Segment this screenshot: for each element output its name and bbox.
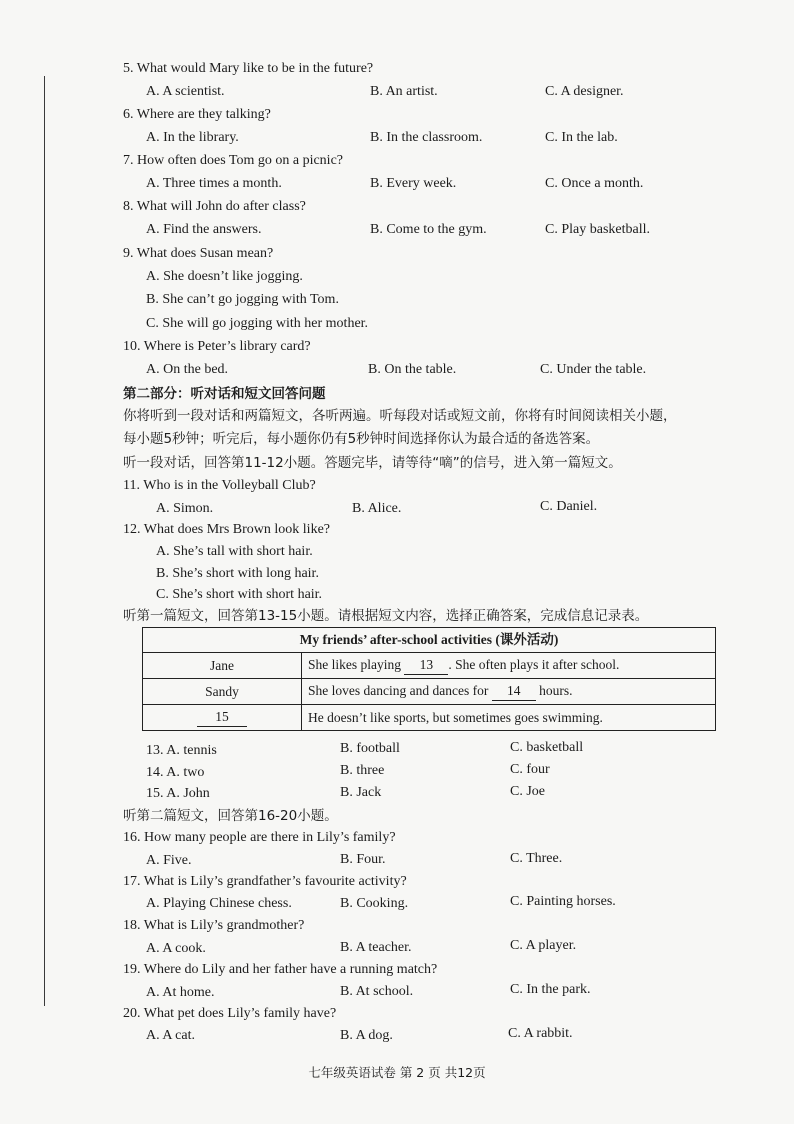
option-13c: C. basketball [510,740,584,755]
question-11: 11. Who is in the Volleyball Club? [123,478,316,493]
option-7c: C. Once a month. [545,176,644,191]
row-text-third: He doesn’t like sports, but sometimes goes swimming. [302,705,716,731]
option-11c: C. Daniel. [540,499,598,514]
option-8c: C. Play basketball. [545,222,650,237]
table-row [143,679,716,705]
option-14b: B. three [340,763,385,778]
option-10c: C. Under the table. [540,362,647,377]
option-17b: B. Cooking. [340,896,409,911]
blank-15[interactable]: 15 [197,708,247,727]
option-11a: A. Simon. [156,501,214,516]
question-10: 10. Where is Peter’s library card? [123,339,311,354]
option-20b: B. A dog. [340,1028,393,1043]
option-15c: C. Joe [510,784,545,799]
question-12: 12. What does Mrs Brown look like? [123,522,330,537]
binding-margin-line [44,76,45,1006]
option-6c: C. In the lab. [545,130,618,145]
option-8b: B. Come to the gym. [370,222,487,237]
option-5c: C. A designer. [545,84,624,99]
option-16c: C. Three. [510,851,563,866]
part2-intro-line1: 你将听到一段对话和两篇短文，各听两遍。听每段对话或短文前，你将有时间阅读相关小题， [123,408,677,424]
option-6b: B. In the classroom. [370,130,483,145]
option-15b: B. Jack [340,785,382,800]
option-10a: A. On the bed. [146,362,229,377]
option-17a: A. Playing Chinese chess. [146,896,292,911]
row-text-jane: She likes playing 13 . She often plays it after school. [302,653,716,679]
row-name-jane: Jane [143,653,302,679]
part2-heading: 第二部分：听对话和短文回答问题 [123,386,326,402]
table-title: My friends’ after-school activities (课外活动) [143,628,716,653]
option-20a: A. A cat. [146,1028,195,1043]
question-5: 5. What would Mary like to be in the future? [123,61,374,76]
option-18b: B. A teacher. [340,940,412,955]
option-14c: C. four [510,762,550,777]
option-18c: C. A player. [510,938,577,953]
table-row [143,705,716,731]
question-17: 17. What is Lily’s grandfather’s favourite activity? [123,874,407,889]
option-10b: B. On the table. [368,362,457,377]
option-16b: B. Four. [340,852,386,867]
option-16a: A. Five. [146,853,192,868]
option-9b: B. She can’t go jogging with Tom. [146,292,339,307]
option-20c: C. A rabbit. [508,1026,573,1041]
row-name-blank [143,705,302,731]
table-row [143,653,716,679]
option-8a: A. Find the answers. [146,222,262,237]
option-14a: 14. A. two [146,765,205,780]
option-5b: B. An artist. [370,84,438,99]
question-7: 7. How often does Tom go on a picnic? [123,153,343,168]
option-13a: 13. A. tennis [146,743,217,758]
option-6a: A. In the library. [146,130,239,145]
option-13b: B. football [340,741,400,756]
option-7a: A. Three times a month. [146,176,282,191]
question-18: 18. What is Lily’s grandmother? [123,918,305,933]
part2-intro-line2: 每小题5秒钟；听完后，每小题你仍有5秒钟时间选择你认为最合适的备选答案。 [123,431,600,447]
option-11b: B. Alice. [352,501,402,516]
question-6: 6. Where are they talking? [123,107,271,122]
instruction-passage2: 听第二篇短文，回答第16-20小题。 [123,808,338,824]
option-19c: C. In the park. [510,982,591,997]
blank-13[interactable]: 13 [404,656,448,675]
option-19b: B. At school. [340,984,414,999]
option-5a: A. A scientist. [146,84,225,99]
row-text-sandy: She loves dancing and dances for 14 hours. [302,679,716,705]
option-12a: A. She’s tall with short hair. [156,544,313,559]
option-12b: B. She’s short with long hair. [156,566,319,581]
page-footer: 七年级英语试卷 第 2 页 共12页 [308,1065,486,1080]
instruction-dialog: 听一段对话，回答第11-12小题。答题完毕，请等待“嘀”的信号，进入第一篇短文。 [123,455,622,471]
question-20: 20. What pet does Lily’s family have? [123,1006,337,1021]
option-15a: 15. A. John [146,786,210,801]
question-19: 19. Where do Lily and her father have a running match? [123,962,438,977]
row-name-sandy: Sandy [143,679,302,705]
option-18a: A. A cook. [146,941,206,956]
instruction-passage1: 听第一篇短文，回答第13-15小题。请根据短文内容，选择正确答案，完成信息记录表。 [123,608,649,624]
question-16: 16. How many people are there in Lily’s family? [123,830,396,845]
option-19a: A. At home. [146,985,215,1000]
option-17c: C. Painting horses. [510,894,616,909]
question-9: 9. What does Susan mean? [123,246,274,261]
option-7b: B. Every week. [370,176,457,191]
option-9a: A. She doesn’t like jogging. [146,269,303,284]
blank-14[interactable]: 14 [492,682,536,701]
info-record-table [142,627,716,731]
question-8: 8. What will John do after class? [123,199,306,214]
option-9c: C. She will go jogging with her mother. [146,316,369,331]
option-12c: C. She’s short with short hair. [156,587,323,602]
